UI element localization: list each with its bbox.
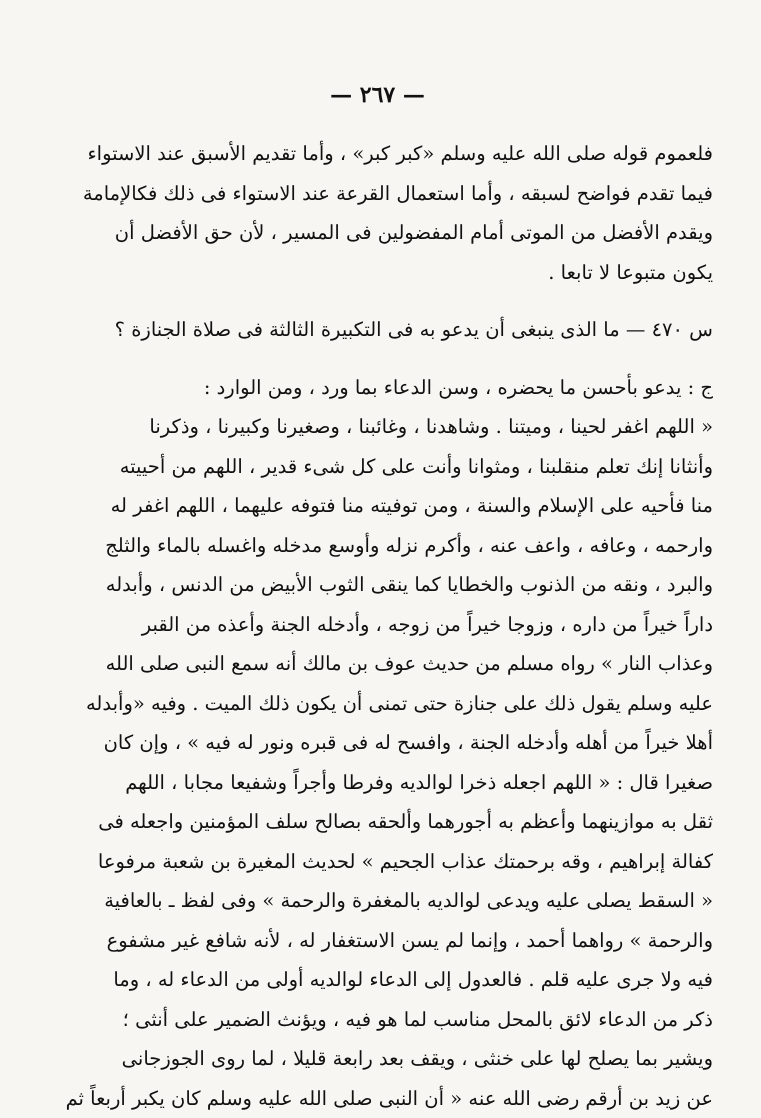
text-line: أهلا خيراً من أهله وأدخله الجنة ، وافسح له فى قبره ونور له فيه » ، وإن كان (42, 723, 713, 763)
text-line: « اللهم اغفر لحينا ، وميتنا . وشاهدنا ، وغائبنا ، وصغيرنا وكبيرنا ، وذكرنا (42, 407, 713, 447)
text-line: ج : يدعو بأحسن ما يحضره ، وسن الدعاء بما ورد ، ومن الوارد : (42, 368, 713, 408)
paragraph-gap (42, 292, 713, 310)
text-line: كفالة إبراهيم ، وقه برحمتك عذاب الجحيم » لحديث المغيرة بن شعبة مرفوعا (42, 842, 713, 882)
text-line: فلعموم قوله صلى الله عليه وسلم «كبر كبر» ، وأما تقديم الأسبق عند الاستواء (42, 134, 713, 174)
text-line: وعذاب النار » رواه مسلم من حديث عوف بن مالك أنه سمع النبى صلى الله (42, 644, 713, 684)
text-line: والرحمة » رواهما أحمد ، وإنما لم يسن الاستغفار له ، لأنه شافع غير مشفوع (42, 921, 713, 961)
text-line: وأنثانا إنك تعلم منقلبنا ، ومثوانا وأنت على كل شىء قدير ، اللهم من أحييته (42, 447, 713, 487)
paragraph-answer (42, 368, 713, 1118)
text-line: صغيرا قال : « اللهم اجعله ذخرا لوالديه وفرطا وأجراً وشفيعا مجابا ، اللهم (42, 763, 713, 803)
paragraph-gap (42, 350, 713, 368)
text-line: منا فأحيه على الإسلام والسنة ، ومن توفيته منا فتوفه عليهما ، اللهم اغفر له (42, 486, 713, 526)
text-line: « السقط يصلى عليه ويدعى لوالديه بالمغفرة والرحمة » وفى لفظ ـ بالعافية (42, 881, 713, 921)
text-line: عن زيد بن أرقم رضى الله عنه « أن النبى صلى الله عليه وسلم كان يكبر أربعاً ثم (42, 1079, 713, 1118)
text-line: داراً خيراً من داره ، وزوجا خيراً من زوجه ، وأدخله الجنة وأعذه من القبر (42, 605, 713, 645)
text-line: ثقل به موازينهما وأعظم به أجورهما وألحقه بصالح سلف المؤمنين واجعله فى (42, 802, 713, 842)
text-line: فيه ولا جرى عليه قلم . فالعدول إلى الدعاء لوالديه أولى من الدعاء له ، وما (42, 960, 713, 1000)
text-line: يكون متبوعا لا تابعا . (42, 253, 713, 293)
text-line: وارحمه ، وعافه ، واعف عنه ، وأكرم نزله وأوسع مدخله واغسله بالماء والثلج (42, 526, 713, 566)
text-line: والبرد ، ونقه من الذنوب والخطايا كما ينقى الثوب الأبيض من الدنس ، وأبدله (42, 565, 713, 605)
text-line: ذكر من الدعاء لائق بالمحل مناسب لما هو فيه ، ويؤنث الضمير على أنثى ؛ (42, 1000, 713, 1040)
text-line: ويشير بما يصلح لها على خنثى ، ويقف بعد رابعة قليلا ، لما روى الجوزجانى (42, 1039, 713, 1079)
text-line: فيما تقدم فواضح لسبقه ، وأما استعمال القرعة عند الاستواء فى ذلك فكالإمامة (42, 174, 713, 214)
page-number: — ٢٦٧ — (42, 82, 713, 108)
question-heading: س ٤٧٠ — ما الذى ينبغى أن يدعو به فى التكبيرة الثالثة فى صلاة الجنازة ؟ (42, 310, 713, 350)
text-line: عليه وسلم يقول ذلك على جنازة حتى تمنى أن يكون ذلك الميت . وفيه «وأبدله (42, 684, 713, 724)
text-line: ويقدم الأفضل من الموتى أمام المفضولين فى المسير ، لأن حق الأفضل أن (42, 213, 713, 253)
paragraph-intro (42, 134, 713, 292)
